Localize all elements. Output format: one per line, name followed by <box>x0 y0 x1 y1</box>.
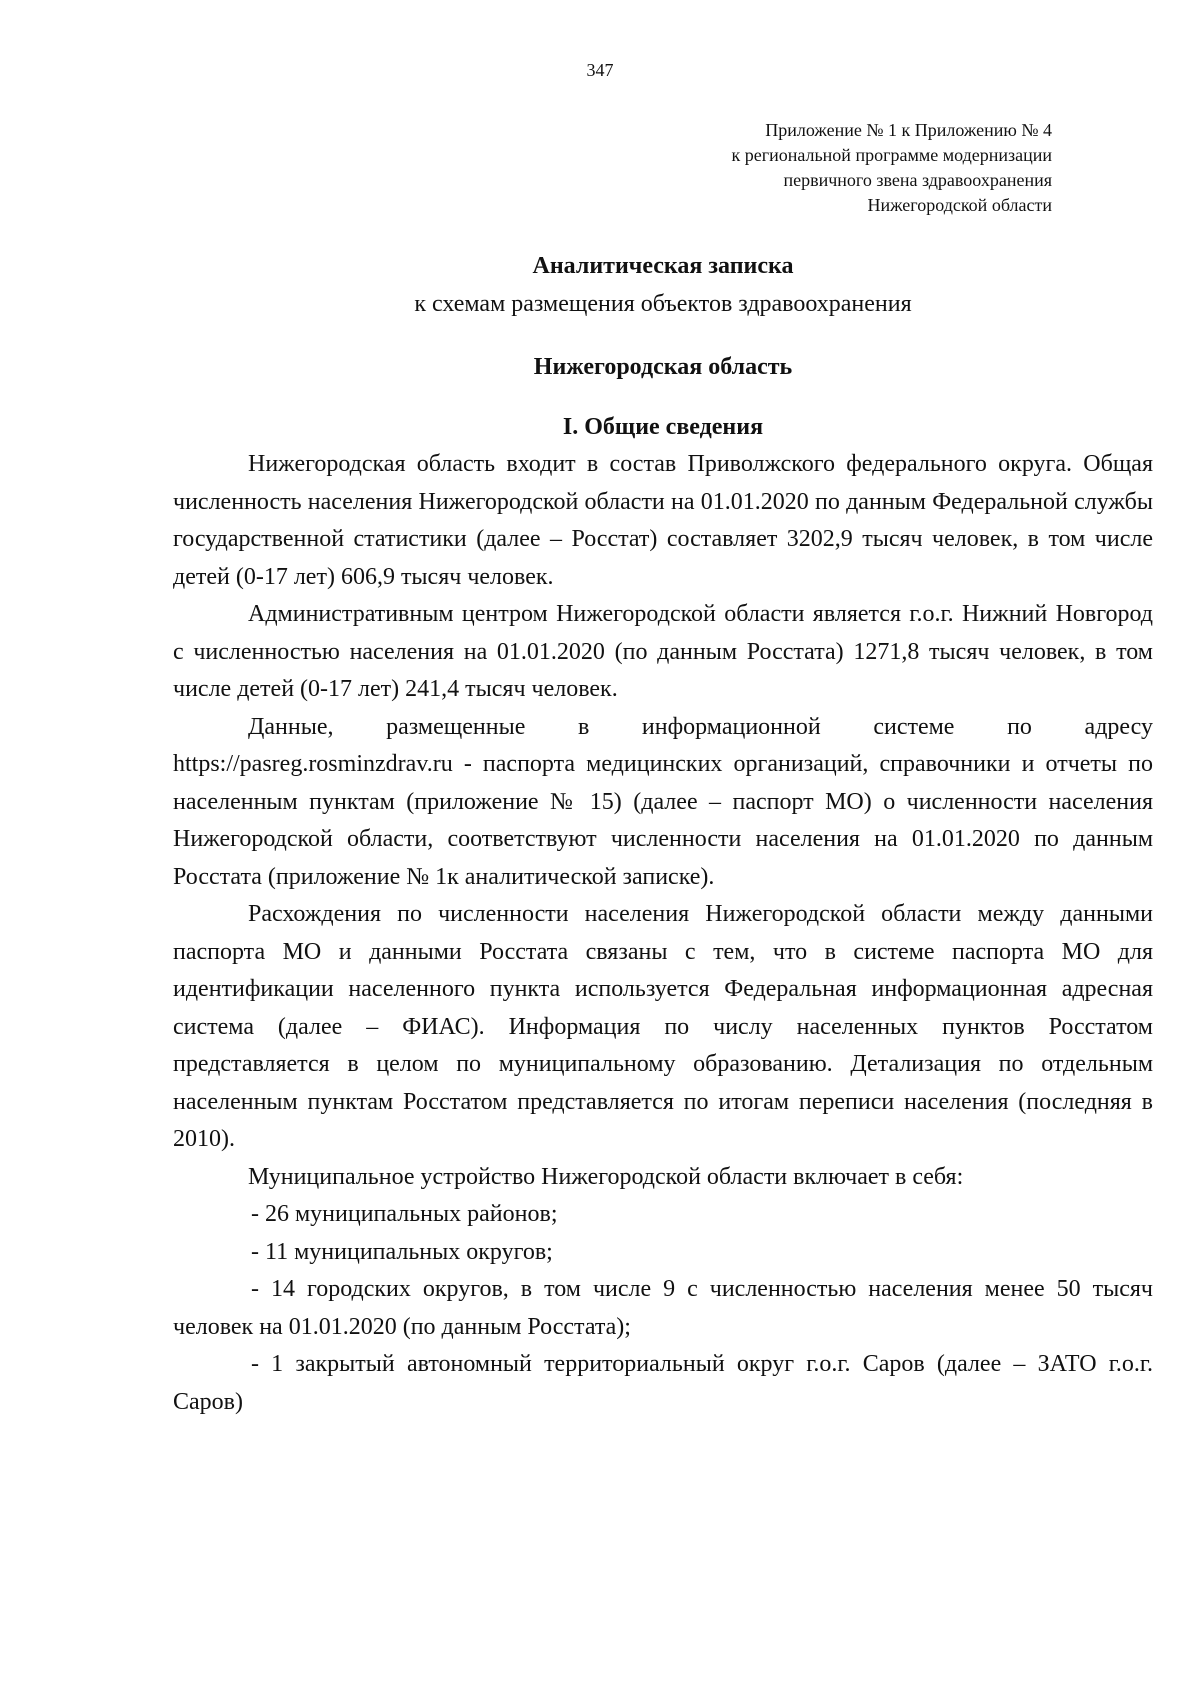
document-title: Аналитическая записка <box>532 253 794 279</box>
appendix-line: Приложение № 1 к Приложению № 4 <box>765 120 1052 140</box>
paragraph: Муниципальное устройство Нижегородской области включает в себя: <box>248 1163 964 1190</box>
list-item: - 14 городских округов, в том числе 9 с численностью населения менее 50 тысяч человек на 01.01.2020 (по данным Росстата); <box>173 1276 1153 1340</box>
paragraph: Нижегородская область входит в состав Приволжского федерального округа. Общая численность населения Нижегородской области на 01.01.2020 по данным Федеральной службы государственной статистики (далее – Росстат) составляет 3202,9 тысяч человек, в том числе детей (0-17 лет) 606,9 тысяч человек. <box>173 451 1153 590</box>
list-item: - 26 муниципальных районов; <box>251 1201 558 1227</box>
paragraph: Данные, размещенные в информационной системе по адресу https://pasreg.rosminzdrav.ru - паспорта медицинских организаций, справочники и отчеты по населенным пунктам (приложение № 15) (далее – паспорт МО) о численности населения Нижегородской области, соответствуют численности населения на 01.01.2020 по данным Росстата (приложение № 1к аналитической записке). <box>173 713 1153 890</box>
list-item: - 1 закрытый автономный территориальный округ г.о.г. Саров (далее – ЗАТО г.о.г. Саров) <box>173 1351 1153 1415</box>
section-heading: I. Общие сведения <box>562 413 764 440</box>
appendix-note <box>731 118 1052 218</box>
appendix-line: первичного звена здравоохранения <box>783 170 1052 190</box>
appendix-line: Нижегородской области <box>867 195 1052 215</box>
region-heading: Нижегородская область <box>533 354 793 380</box>
page-number: 347 <box>586 60 614 80</box>
list-item: - 11 муниципальных округов; <box>251 1238 553 1265</box>
paragraph: Административным центром Нижегородской области является г.о.г. Нижний Новгород с численностью населения на 01.01.2020 (по данным Росстата) 1271,8 тысяч человек, в том числе детей (0-17 лет) 241,4 тысяч человек. <box>173 601 1153 702</box>
document-body <box>173 248 1153 1421</box>
paragraph: Расхождения по численности населения Нижегородской области между данными паспорта МО и данными Росстата связаны с тем, что в системе паспорта МО для идентификации населенного пункта используется Федеральная информационная адресная система (далее – ФИАС). Информация по числу населенных пунктов Росстатом представляется в целом по муниципальному образованию. Детализация по отдельным населенным пунктам Росстатом представляется по итогам переписи населения (последняя в 2010). <box>173 901 1153 1152</box>
document-subtitle: к схемам размещения объектов здравоохранения <box>414 290 912 317</box>
appendix-line: к региональной программе модернизации <box>731 145 1052 165</box>
